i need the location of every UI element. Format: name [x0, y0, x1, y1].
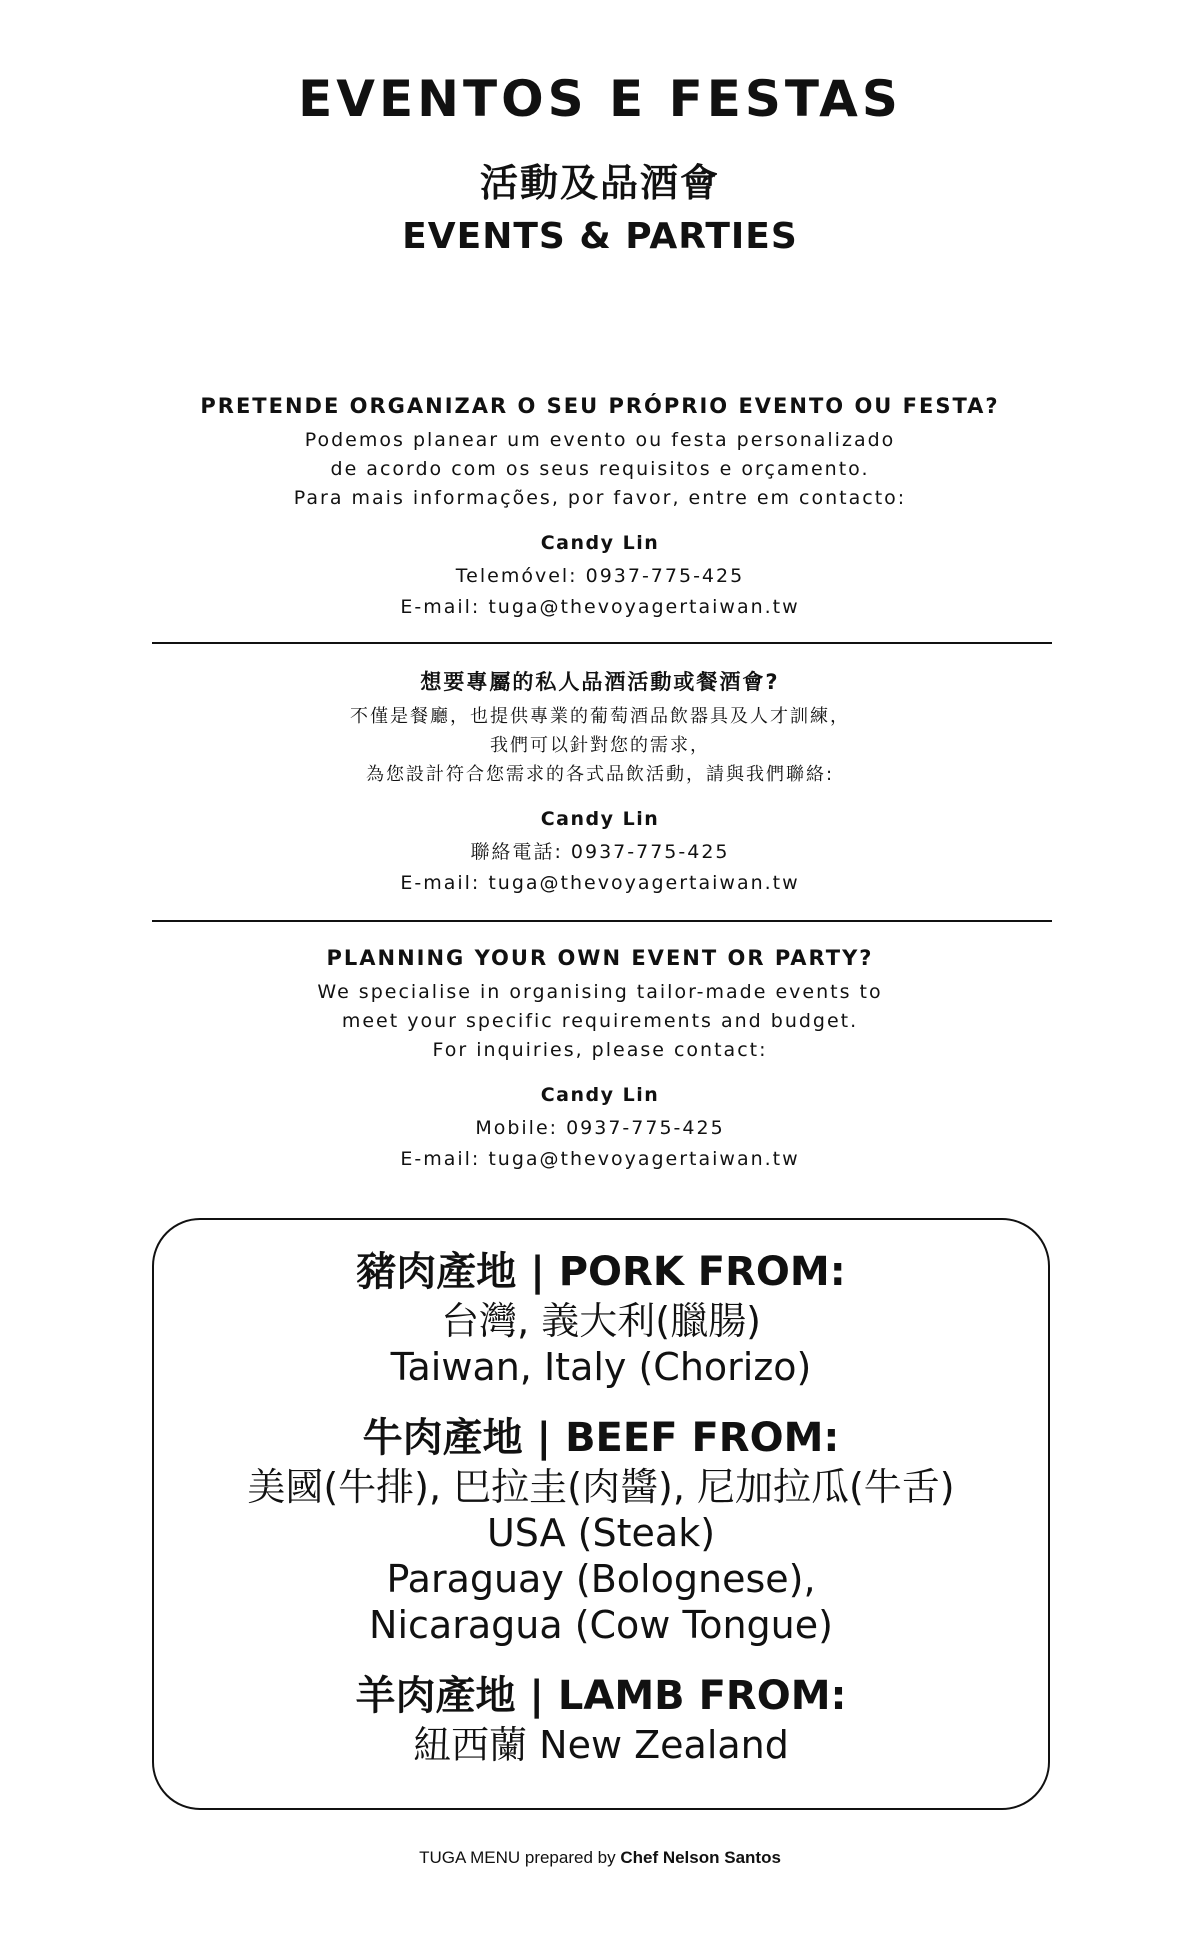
origin-line: Taiwan, Italy (Chorizo)	[390, 1345, 812, 1389]
section-english	[0, 944, 1200, 1175]
section-body-line: We specialise in organising tailor-made events to	[317, 981, 883, 1003]
section-divider	[152, 642, 1052, 644]
origin-line: 美國(牛排), 巴拉圭(肉醬), 尼加拉瓜(牛舌)	[247, 1465, 955, 1509]
origin-heading: 豬肉產地 | PORK FROM:	[356, 1249, 846, 1295]
page-title-en: EVENTS & PARTIES	[402, 216, 798, 257]
origin-line: 台灣, 義大利(臘腸)	[441, 1299, 761, 1343]
section-body	[0, 426, 1200, 513]
contact-phone: Mobile: 0937-775-425	[475, 1117, 725, 1139]
origin-line: Nicaragua (Cow Tongue)	[369, 1603, 833, 1647]
contact-email: E-mail: tuga@thevoyagertaiwan.tw	[400, 872, 800, 894]
origin-line: 紐西蘭 New Zealand	[413, 1723, 789, 1767]
section-body	[0, 702, 1200, 789]
contact-email: E-mail: tuga@thevoyagertaiwan.tw	[400, 596, 800, 618]
section-portuguese	[0, 392, 1200, 623]
page-title-zh: 活動及品酒會	[479, 161, 720, 205]
section-body-line: 我們可以針對您的需求，	[490, 735, 710, 756]
footer	[0, 1848, 1200, 1868]
section-heading: 想要專屬的私人品酒活動或餐酒會?	[420, 670, 780, 694]
section-body-line: meet your specific requirements and budget.	[341, 1010, 859, 1032]
contact-email: E-mail: tuga@thevoyagertaiwan.tw	[400, 1148, 800, 1170]
section-body-line: Para mais informações, por favor, entre em contacto:	[293, 487, 907, 509]
lamb-origin	[154, 1670, 1048, 1768]
pork-origin	[154, 1246, 1048, 1390]
contact-name: Candy Lin	[540, 808, 660, 830]
section-body	[0, 978, 1200, 1065]
contact-phone: Telemóvel: 0937-775-425	[455, 565, 745, 587]
origin-heading: 牛肉產地 | BEEF FROM:	[362, 1415, 840, 1461]
section-heading: PLANNING YOUR OWN EVENT OR PARTY?	[326, 946, 874, 970]
page-title: EVENTOS E FESTAS	[298, 70, 902, 128]
section-body-line: For inquiries, please contact:	[432, 1039, 768, 1061]
section-chinese	[0, 668, 1200, 899]
origin-heading: 羊肉產地 | LAMB FROM:	[355, 1673, 847, 1719]
section-divider	[152, 920, 1052, 922]
section-heading: PRETENDE ORGANIZAR O SEU PRÓPRIO EVENTO OU FESTA?	[200, 394, 1000, 418]
origin-line: Paraguay (Bolognese),	[386, 1557, 816, 1601]
contact-name: Candy Lin	[540, 532, 660, 554]
footer-chef: Chef Nelson Santos	[620, 1848, 781, 1867]
section-body-line: de acordo com os seus requisitos e orçamento.	[330, 458, 870, 480]
section-body-line: Podemos planear um evento ou festa personalizado	[304, 429, 896, 451]
origin-line: USA (Steak)	[486, 1511, 716, 1555]
beef-origin	[154, 1412, 1048, 1648]
section-body-line: 為您設計符合您需求的各式品飲活動，請與我們聯絡:	[365, 764, 835, 785]
footer-prefix: TUGA MENU prepared by	[419, 1848, 616, 1867]
section-body-line: 不僅是餐廳，也提供專業的葡萄酒品飲器具及人才訓練，	[350, 706, 850, 727]
contact-name: Candy Lin	[540, 1084, 660, 1106]
contact-phone: 聯絡電話: 0937-775-425	[470, 841, 730, 863]
meat-origins-box	[152, 1218, 1050, 1810]
